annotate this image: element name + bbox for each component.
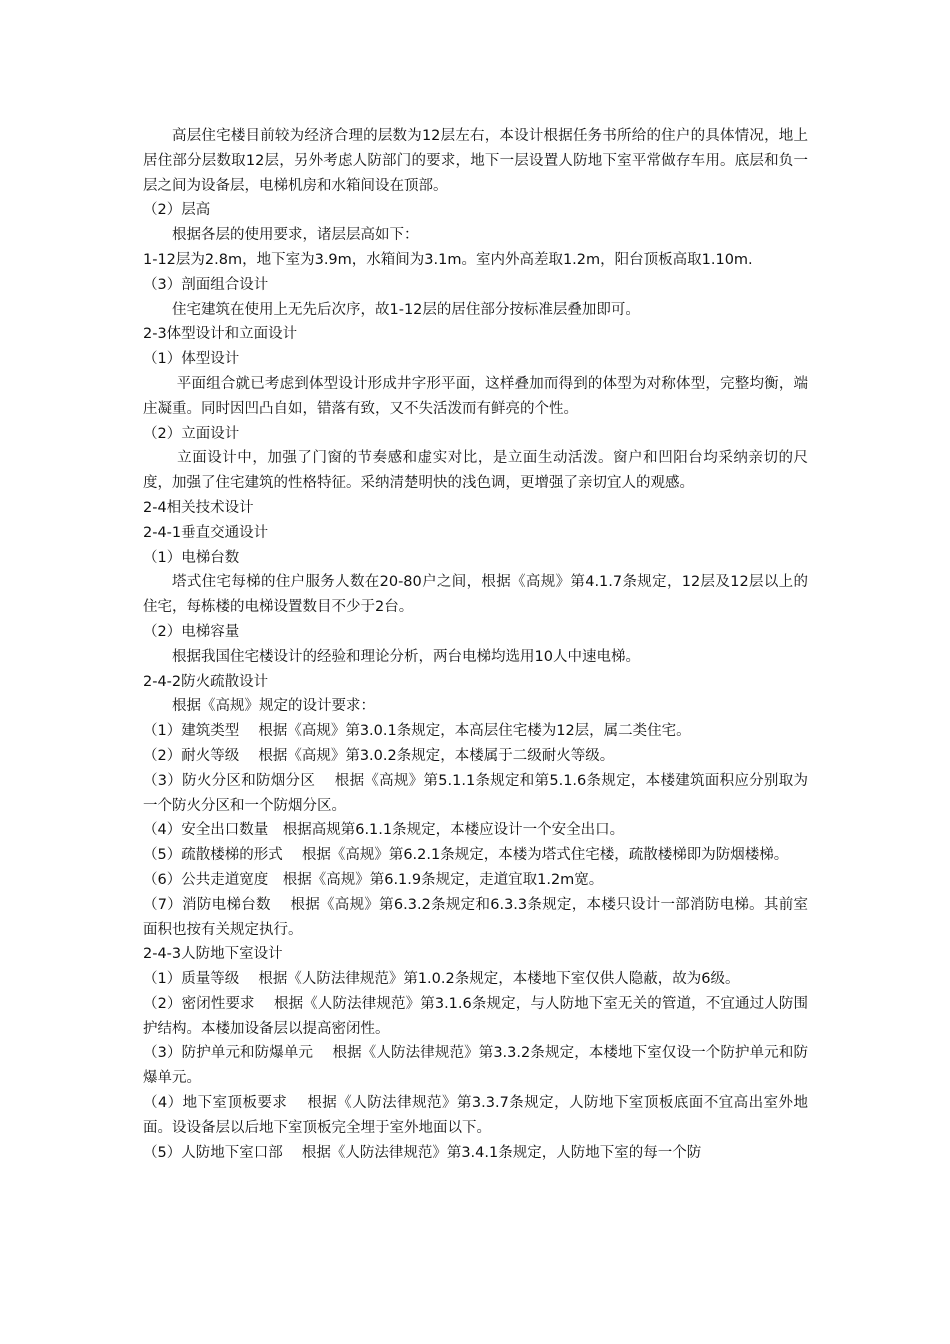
list-item-fire-rating: （2）耐火等级 根据《高规》第3.0.2条规定，本楼属于二级耐火等级。	[143, 747, 615, 764]
heading-floor-height: （2）层高	[143, 202, 211, 219]
heading-2-4: 2-4相关技术设计	[143, 499, 254, 516]
list-item-airtightness: （2）密闭性要求 根据《人防法律规范》第3.1.6条规定，与人防地下室无关的管道，不宜通过人防围护结构。本楼加设备层以提高密闭性。	[143, 995, 808, 1037]
heading-2-4-3: 2-4-3人防地下室设计	[143, 946, 283, 963]
heading-elevation-design: （2）立面设计	[143, 425, 240, 442]
list-item-fire-elevator: （7）消防电梯台数 根据《高规》第6.3.2条规定和6.3.3条规定，本楼只设计一部消防电梯。其前室面积也按有关规定执行。	[143, 896, 808, 938]
heading-elevator-capacity: （2）电梯容量	[143, 623, 240, 640]
list-item-fire-zones: （3）防火分区和防烟分区 根据《高规》第5.1.1条规定和第5.1.6条规定，本楼建筑面积应分别取为一个防火分区和一个防烟分区。	[143, 772, 808, 814]
paragraph-fire-intro: 根据《高规》规定的设计要求：	[172, 698, 375, 715]
paragraph-floor-height-values: 1-12层为2.8m，地下室为3.9m，水箱间为3.1m。室内外高差取1.2m，阳台顶板高取1.10m.	[143, 251, 753, 268]
list-item-entrance: （5）人防地下室口部 根据《人防法律规范》第3.4.1条规定，人防地下室的每一个防	[143, 1144, 702, 1161]
heading-section-design: （3）剖面组合设计	[143, 276, 269, 293]
heading-elevator-count: （1）电梯台数	[143, 549, 240, 566]
list-item-quality-grade: （1）质量等级 根据《人防法律规范》第1.0.2条规定，本楼地下室仅供人隐蔽，故为6级。	[143, 971, 740, 988]
list-item-exits: （4）安全出口数量 根据高规第6.1.1条规定，本楼应设计一个安全出口。	[143, 822, 625, 839]
paragraph-elevator-capacity: 根据我国住宅楼设计的经验和理论分析，两台电梯均选用10人中速电梯。	[172, 648, 640, 665]
heading-2-3: 2-3体型设计和立面设计	[143, 326, 298, 343]
paragraph-elevation-design: 立面设计中，加强了门窗的节奏感和虚实对比，是立面生动活泼。窗户和凹阳台均采纳亲切的尺度，加强了住宅建筑的性格特征。采纳清楚明快的浅色调，更增强了亲切宜人的观感。	[143, 450, 809, 492]
heading-2-4-2: 2-4-2防火疏散设计	[143, 673, 269, 690]
paragraph-form-design: 平面组合就已考虑到体型设计形成井字形平面，这样叠加而得到的体型为对称体型，完整均衡，端庄凝重。同时因凹凸自如，错落有致，又不失活泼而有鲜亮的个性。	[143, 375, 809, 417]
paragraph-floor-height-intro: 根据各层的使用要求，诸层层高如下：	[172, 227, 419, 244]
paragraph-floor-count: 高层住宅楼目前较为经济合理的层数为12层左右，本设计根据任务书所给的住户的具体情况，地上居住部分层数取12层，另外考虑人防部门的要求，地下一层设置人防地下室平常做存车用。底层和负一层之间为设备层，电梯机房和水箱间设在顶部。	[143, 128, 808, 194]
heading-2-4-1: 2-4-1垂直交通设计	[143, 524, 269, 541]
heading-form-design: （1）体型设计	[143, 351, 240, 368]
paragraph-elevator-count: 塔式住宅每梯的住户服务人数在20-80户之间，根据《高规》第4.1.7条规定，12层及12层以上的住宅，每栋楼的电梯设置数目不少于2台。	[143, 574, 808, 616]
list-item-corridor: （6）公共走道宽度 根据《高规》第6.1.9条规定，走道宜取1.2m宽。	[143, 871, 604, 888]
list-item-protection-units: （3）防护单元和防爆单元 根据《人防法律规范》第3.3.2条规定，本楼地下室仅设一个防护单元和防爆单元。	[143, 1045, 808, 1087]
list-item-roof-slab: （4）地下室顶板要求 根据《人防法律规范》第3.3.7条规定，人防地下室顶板底面不宜高出室外地面。设设备层以后地下室顶板完全埋于室外地面以下。	[143, 1095, 808, 1136]
paragraph-section-design: 住宅建筑在使用上无先后次序，故1-12层的居住部分按标准层叠加即可。	[172, 301, 640, 318]
list-item-stairs: （5）疏散楼梯的形式 根据《高规》第6.2.1条规定，本楼为塔式住宅楼，疏散楼梯即为防烟楼梯。	[143, 847, 789, 864]
list-item-building-type: （1）建筑类型 根据《高规》第3.0.1条规定，本高层住宅楼为12层，属二类住宅。	[143, 723, 691, 740]
document-body	[143, 124, 808, 1165]
